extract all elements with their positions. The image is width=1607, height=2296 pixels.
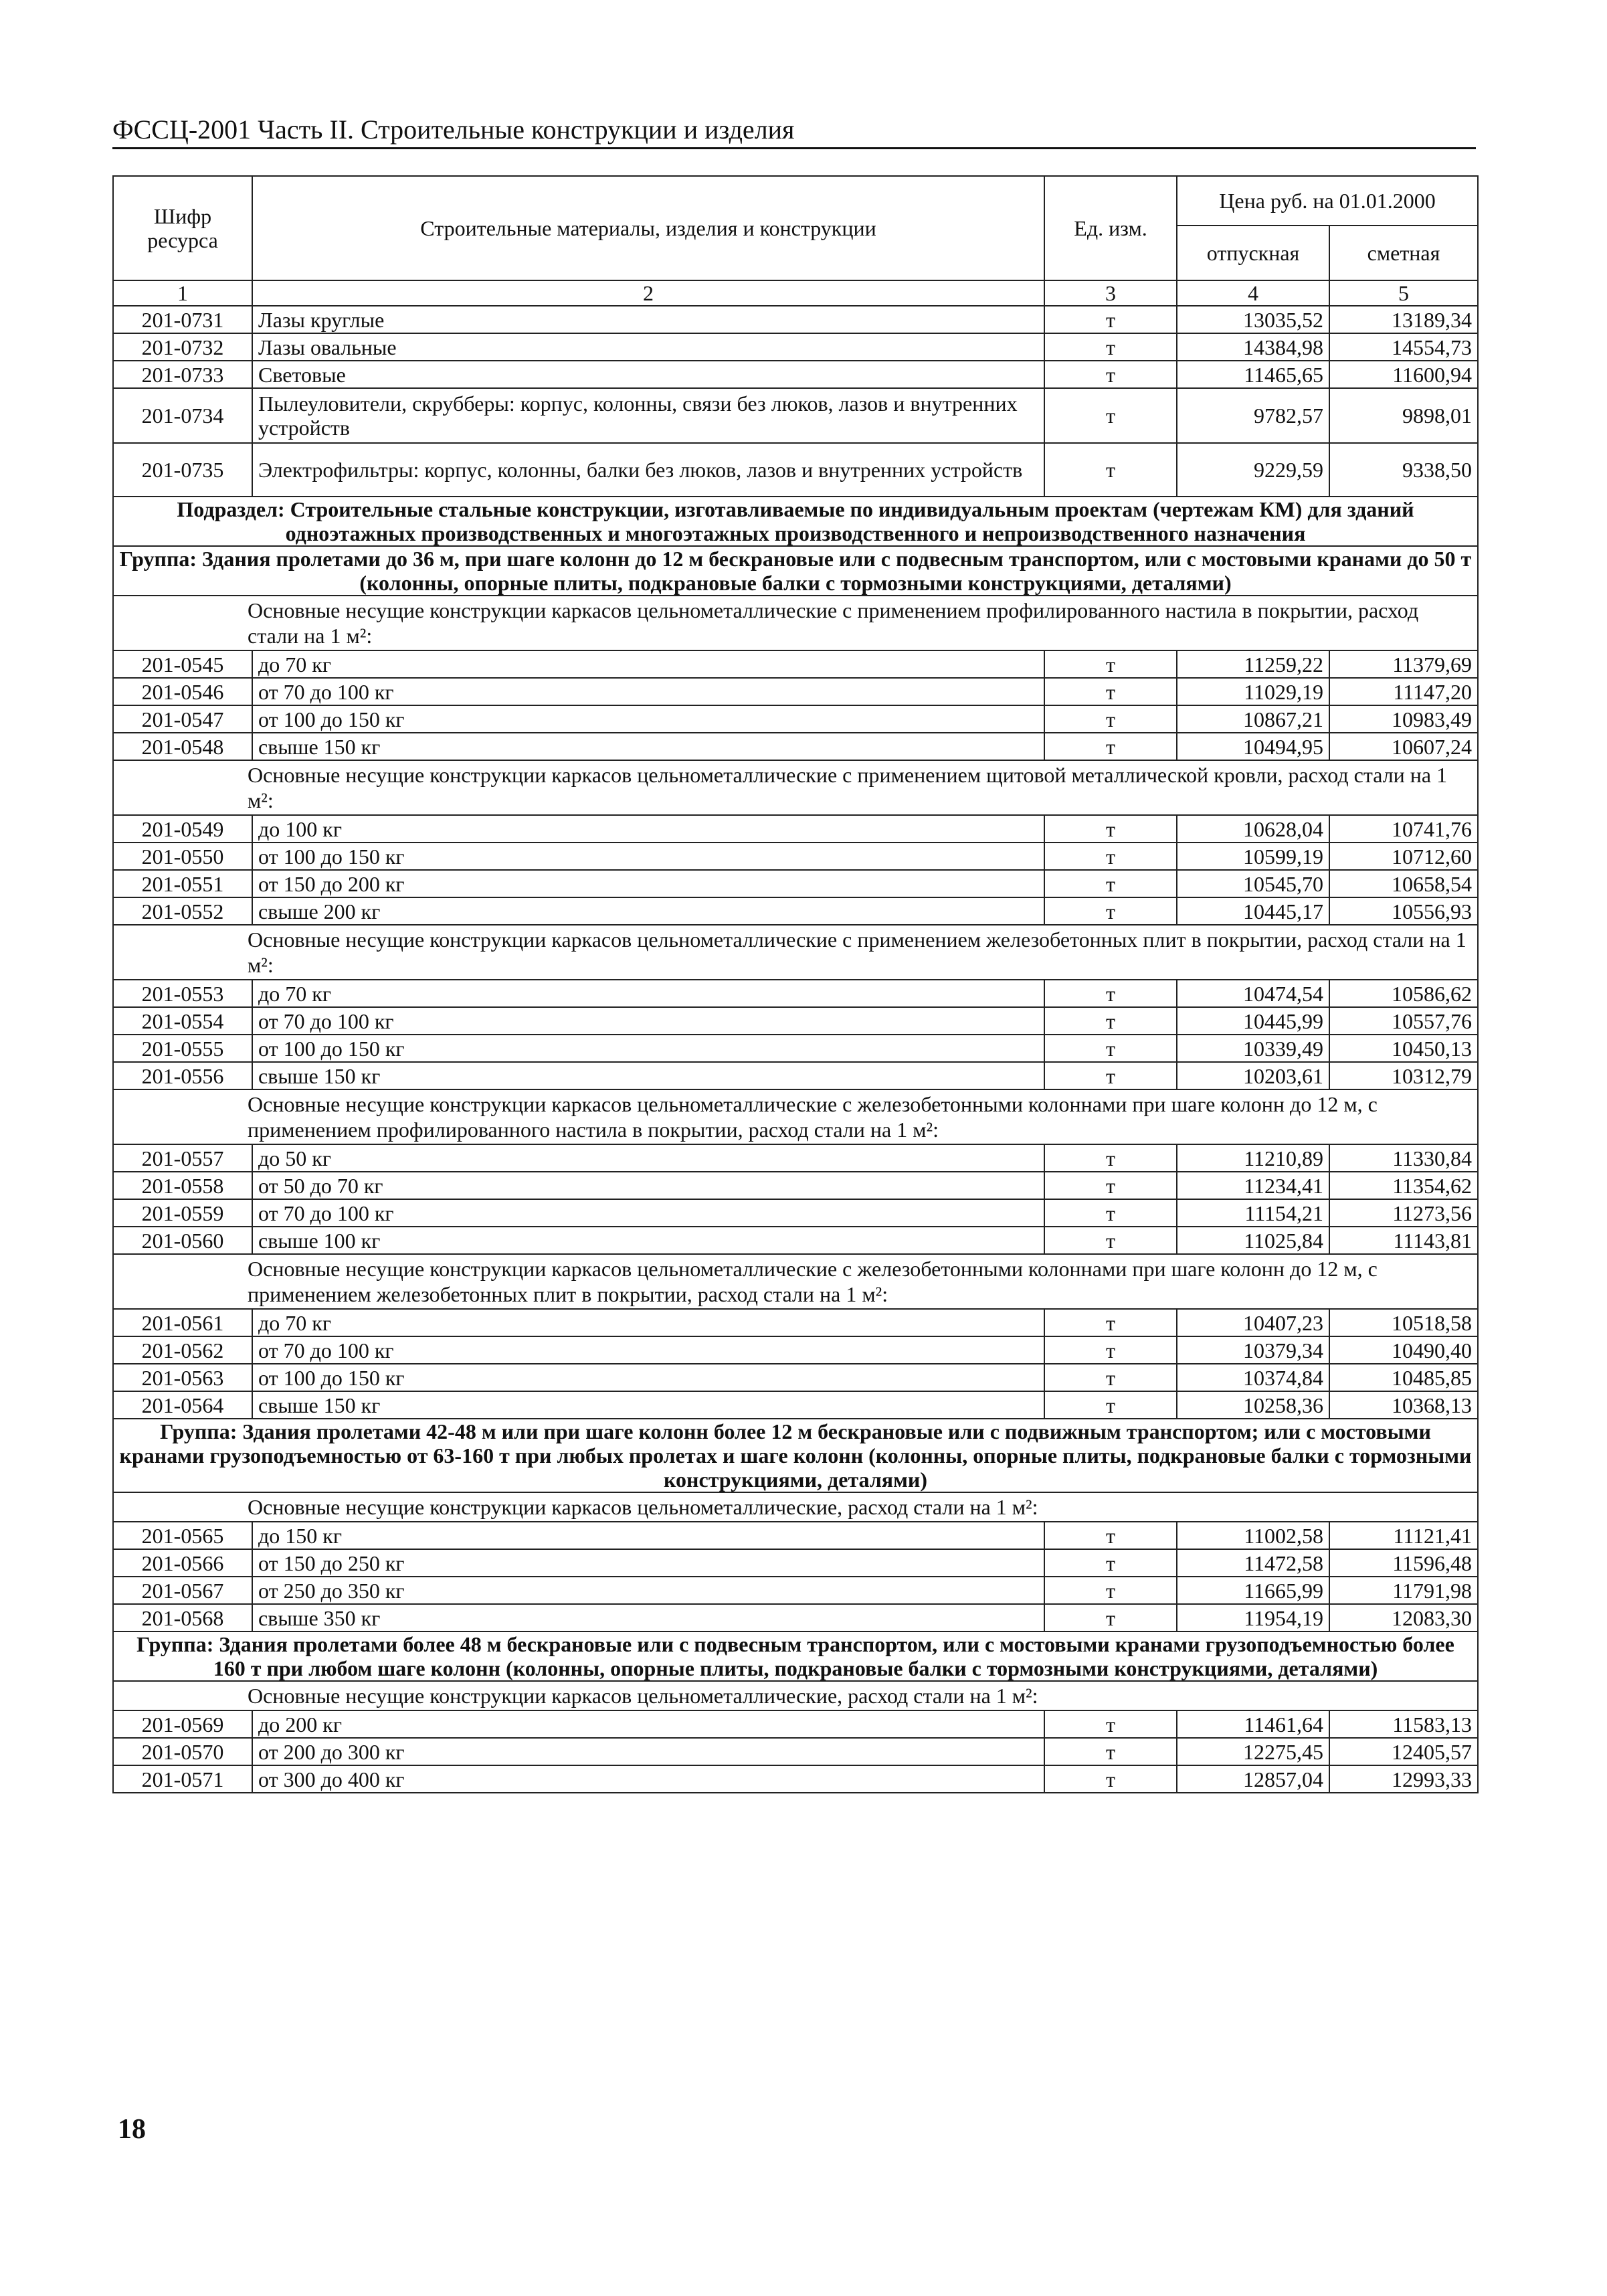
table-row (113, 1364, 1478, 1391)
note-row (113, 596, 1478, 650)
unit: т (1044, 1172, 1177, 1199)
resource-code: 201-0565 (113, 1522, 252, 1549)
block-note: Основные несущие конструкции каркасов цельнометаллические, расход стали на 1 м²: (113, 1681, 1478, 1710)
estimate-price: 13189,34 (1329, 306, 1478, 333)
table-row (113, 650, 1478, 678)
resource-code: 201-0553 (113, 980, 252, 1007)
resource-name: свыше 200 кг (252, 897, 1044, 925)
unit: т (1044, 1336, 1177, 1364)
release-price: 9229,59 (1177, 443, 1329, 497)
estimate-price: 11330,84 (1329, 1144, 1478, 1172)
release-price: 11461,64 (1177, 1710, 1329, 1738)
estimate-price: 10312,79 (1329, 1062, 1478, 1089)
resource-name: от 70 до 100 кг (252, 1199, 1044, 1227)
table-row (113, 361, 1478, 388)
unit: т (1044, 705, 1177, 733)
estimate-price: 12993,33 (1329, 1765, 1478, 1793)
release-price: 11954,19 (1177, 1604, 1329, 1631)
estimate-price: 12083,30 (1329, 1604, 1478, 1631)
resource-name: от 100 до 150 кг (252, 843, 1044, 870)
col-unit-header: Ед. изм. (1044, 176, 1177, 280)
release-price: 10445,17 (1177, 897, 1329, 925)
resource-code: 201-0568 (113, 1604, 252, 1631)
resource-name: свыше 150 кг (252, 733, 1044, 760)
resource-code: 201-0563 (113, 1364, 252, 1391)
unit: т (1044, 678, 1177, 705)
release-price: 11210,89 (1177, 1144, 1329, 1172)
col-release-header: отпускная (1177, 226, 1329, 280)
resource-name: свыше 350 кг (252, 1604, 1044, 1631)
estimate-price: 10518,58 (1329, 1309, 1478, 1336)
resource-code: 201-0571 (113, 1765, 252, 1793)
release-price: 10474,54 (1177, 980, 1329, 1007)
unit: т (1044, 1035, 1177, 1062)
release-price: 12275,45 (1177, 1738, 1329, 1765)
resource-code: 201-0569 (113, 1710, 252, 1738)
resource-name: от 70 до 100 кг (252, 678, 1044, 705)
unit: т (1044, 733, 1177, 760)
estimate-price: 10983,49 (1329, 705, 1478, 733)
column-number-row (113, 280, 1478, 306)
resource-name: до 70 кг (252, 1309, 1044, 1336)
unit: т (1044, 1738, 1177, 1765)
note-row (113, 925, 1478, 980)
resource-name: от 150 до 250 кг (252, 1549, 1044, 1577)
unit: т (1044, 1577, 1177, 1604)
table-row (113, 733, 1478, 760)
estimate-price: 10556,93 (1329, 897, 1478, 925)
table-row (113, 870, 1478, 897)
block-note: Основные несущие конструкции каркасов цельнометаллические с железобетонными колоннами при шаге колонн до 12 м, с применением железобетонных плит в покрытии, расход стали на 1 м²: (113, 1254, 1478, 1309)
resource-code: 201-0732 (113, 333, 252, 361)
unit: т (1044, 388, 1177, 443)
table-row (113, 1062, 1478, 1089)
col-code-header: Шифр ресурса (113, 176, 252, 280)
table-row (113, 843, 1478, 870)
col-name-header: Строительные материалы, изделия и конструкции (252, 176, 1044, 280)
table-row (113, 1549, 1478, 1577)
resource-code: 201-0566 (113, 1549, 252, 1577)
resource-name: от 150 до 200 кг (252, 870, 1044, 897)
table-row (113, 1391, 1478, 1419)
col-number: 5 (1329, 280, 1478, 306)
unit: т (1044, 1604, 1177, 1631)
unit: т (1044, 1227, 1177, 1254)
unit: т (1044, 897, 1177, 925)
resource-code: 201-0570 (113, 1738, 252, 1765)
unit: т (1044, 843, 1177, 870)
col-number: 4 (1177, 280, 1329, 306)
release-price: 12857,04 (1177, 1765, 1329, 1793)
estimate-price: 12405,57 (1329, 1738, 1478, 1765)
release-price: 10339,49 (1177, 1035, 1329, 1062)
resource-name: от 250 до 350 кг (252, 1577, 1044, 1604)
resource-code: 201-0546 (113, 678, 252, 705)
release-price: 11002,58 (1177, 1522, 1329, 1549)
table-row (113, 1199, 1478, 1227)
estimate-price: 10741,76 (1329, 815, 1478, 843)
unit: т (1044, 870, 1177, 897)
table-row (113, 443, 1478, 497)
resource-name: до 100 кг (252, 815, 1044, 843)
resource-name: Пылеуловители, скрубберы: корпус, колонны, связи без люков, лазов и внутренних устройств (252, 388, 1044, 443)
col-estimate-header: сметная (1329, 226, 1478, 280)
resource-code: 201-0549 (113, 815, 252, 843)
resource-code: 201-0548 (113, 733, 252, 760)
estimate-price: 10368,13 (1329, 1391, 1478, 1419)
unit: т (1044, 1144, 1177, 1172)
release-price: 10258,36 (1177, 1391, 1329, 1419)
resource-name: свыше 150 кг (252, 1062, 1044, 1089)
table-row (113, 306, 1478, 333)
unit: т (1044, 1522, 1177, 1549)
unit: т (1044, 815, 1177, 843)
resource-name: от 100 до 150 кг (252, 705, 1044, 733)
release-price: 11259,22 (1177, 650, 1329, 678)
estimate-price: 9338,50 (1329, 443, 1478, 497)
estimate-price: 10712,60 (1329, 843, 1478, 870)
block-note: Основные несущие конструкции каркасов цельнометаллические с применением профилированного настила в покрытии, расход стали на 1 м²: (113, 596, 1478, 650)
block-note: Основные несущие конструкции каркасов цельнометаллические, расход стали на 1 м²: (113, 1492, 1478, 1522)
unit: т (1044, 1391, 1177, 1419)
note-row (113, 1089, 1478, 1144)
estimate-price: 9898,01 (1329, 388, 1478, 443)
resource-code: 201-0552 (113, 897, 252, 925)
resource-name: от 70 до 100 кг (252, 1336, 1044, 1364)
release-price: 10407,23 (1177, 1309, 1329, 1336)
resource-code: 201-0561 (113, 1309, 252, 1336)
estimate-price: 11600,94 (1329, 361, 1478, 388)
resource-name: от 300 до 400 кг (252, 1765, 1044, 1793)
resource-code: 201-0734 (113, 388, 252, 443)
resource-name: свыше 150 кг (252, 1391, 1044, 1419)
page-header: ФССЦ-2001 Часть II. Строительные конструкции и изделия (112, 112, 1476, 149)
subsection-row (113, 497, 1478, 546)
block-note: Основные несущие конструкции каркасов цельнометаллические с применением щитовой металлической кровли, расход стали на 1 м²: (113, 760, 1478, 815)
price-table (112, 175, 1479, 1793)
resource-name: от 100 до 150 кг (252, 1364, 1044, 1391)
unit: т (1044, 980, 1177, 1007)
unit: т (1044, 1710, 1177, 1738)
estimate-price: 11354,62 (1329, 1172, 1478, 1199)
unit: т (1044, 1062, 1177, 1089)
resource-code: 201-0556 (113, 1062, 252, 1089)
table-row (113, 897, 1478, 925)
estimate-price: 14554,73 (1329, 333, 1478, 361)
col-number: 2 (252, 280, 1044, 306)
estimate-price: 10485,85 (1329, 1364, 1478, 1391)
table-row (113, 1227, 1478, 1254)
release-price: 10203,61 (1177, 1062, 1329, 1089)
table-row (113, 1035, 1478, 1062)
estimate-price: 11143,81 (1329, 1227, 1478, 1254)
resource-code: 201-0564 (113, 1391, 252, 1419)
unit: т (1044, 1199, 1177, 1227)
release-price: 10379,34 (1177, 1336, 1329, 1364)
resource-code: 201-0735 (113, 443, 252, 497)
table-row (113, 1522, 1478, 1549)
resource-name: до 200 кг (252, 1710, 1044, 1738)
table-row (113, 1738, 1478, 1765)
unit: т (1044, 443, 1177, 497)
estimate-price: 11791,98 (1329, 1577, 1478, 1604)
table-row (113, 980, 1478, 1007)
resource-code: 201-0559 (113, 1199, 252, 1227)
table-row (113, 1309, 1478, 1336)
note-row (113, 1254, 1478, 1309)
estimate-price: 11596,48 (1329, 1549, 1478, 1577)
resource-code: 201-0557 (113, 1144, 252, 1172)
estimate-price: 10557,76 (1329, 1007, 1478, 1035)
note-row (113, 760, 1478, 815)
release-price: 10867,21 (1177, 705, 1329, 733)
release-price: 10374,84 (1177, 1364, 1329, 1391)
release-price: 11025,84 (1177, 1227, 1329, 1254)
estimate-price: 10607,24 (1329, 733, 1478, 760)
release-price: 10545,70 (1177, 870, 1329, 897)
release-price: 10628,04 (1177, 815, 1329, 843)
resource-code: 201-0733 (113, 361, 252, 388)
estimate-price: 11583,13 (1329, 1710, 1478, 1738)
resource-name: Лазы круглые (252, 306, 1044, 333)
resource-name: Световые (252, 361, 1044, 388)
unit: т (1044, 650, 1177, 678)
resource-code: 201-0547 (113, 705, 252, 733)
table-row (113, 1007, 1478, 1035)
resource-name: до 50 кг (252, 1144, 1044, 1172)
table-row (113, 678, 1478, 705)
resource-code: 201-0567 (113, 1577, 252, 1604)
resource-name: до 70 кг (252, 980, 1044, 1007)
table-header-row (113, 176, 1478, 226)
resource-name: свыше 100 кг (252, 1227, 1044, 1254)
estimate-price: 11121,41 (1329, 1522, 1478, 1549)
release-price: 11154,21 (1177, 1199, 1329, 1227)
resource-name: до 150 кг (252, 1522, 1044, 1549)
col-price-header: Цена руб. на 01.01.2000 (1177, 176, 1478, 226)
table-row (113, 1336, 1478, 1364)
resource-code: 201-0731 (113, 306, 252, 333)
table-row (113, 388, 1478, 443)
estimate-price: 10490,40 (1329, 1336, 1478, 1364)
release-price: 14384,98 (1177, 333, 1329, 361)
release-price: 10445,99 (1177, 1007, 1329, 1035)
unit: т (1044, 333, 1177, 361)
note-row (113, 1492, 1478, 1522)
resource-code: 201-0562 (113, 1336, 252, 1364)
note-row (113, 1681, 1478, 1710)
group-title: Группа: Здания пролетами 42-48 м или при шаге колонн более 12 м бескрановые или с подвижным транспортом; или с мостовыми кранами грузоподъемностью от 63-160 т при любых пролетах и шаге колонн (колонны, опорные плиты, подкрановые балки с тормозными конструкциями, деталями) (113, 1419, 1478, 1492)
estimate-price: 10586,62 (1329, 980, 1478, 1007)
group-row (113, 1419, 1478, 1492)
table-row (113, 1710, 1478, 1738)
table-row (113, 1172, 1478, 1199)
group-row (113, 546, 1478, 596)
resource-name: от 70 до 100 кг (252, 1007, 1044, 1035)
resource-code: 201-0545 (113, 650, 252, 678)
unit: т (1044, 1309, 1177, 1336)
resource-code: 201-0554 (113, 1007, 252, 1035)
release-price: 11029,19 (1177, 678, 1329, 705)
group-title: Группа: Здания пролетами более 48 м бескрановые или с подвесным транспортом, или с мостовыми кранами грузоподъемностью более 160 т при любом шаге колонн (колонны, опорные плиты, подкрановые балки с тормозными конструкциями, деталями) (113, 1631, 1478, 1681)
col-number: 1 (113, 280, 252, 306)
resource-name: до 70 кг (252, 650, 1044, 678)
group-title: Группа: Здания пролетами до 36 м, при шаге колонн до 12 м бескрановые или с подвесным транспортом, или с мостовыми кранами до 50 т (колонны, опорные плиты, подкрановые балки с тормозными конструкциями, деталями) (113, 546, 1478, 596)
resource-name: Лазы овальные (252, 333, 1044, 361)
block-note: Основные несущие конструкции каркасов цельнометаллические с применением железобетонных плит в покрытии, расход стали на 1 м²: (113, 925, 1478, 980)
unit: т (1044, 1364, 1177, 1391)
resource-code: 201-0555 (113, 1035, 252, 1062)
resource-name: от 100 до 150 кг (252, 1035, 1044, 1062)
resource-name: Электрофильтры: корпус, колонны, балки без люков, лазов и внутренних устройств (252, 443, 1044, 497)
table-row (113, 815, 1478, 843)
resource-code: 201-0550 (113, 843, 252, 870)
estimate-price: 10658,54 (1329, 870, 1478, 897)
table-row (113, 1604, 1478, 1631)
resource-code: 201-0551 (113, 870, 252, 897)
release-price: 9782,57 (1177, 388, 1329, 443)
unit: т (1044, 306, 1177, 333)
estimate-price: 11379,69 (1329, 650, 1478, 678)
group-row (113, 1631, 1478, 1681)
release-price: 10599,19 (1177, 843, 1329, 870)
resource-name: от 50 до 70 кг (252, 1172, 1044, 1199)
unit: т (1044, 1549, 1177, 1577)
col-number: 3 (1044, 280, 1177, 306)
table-row (113, 1144, 1478, 1172)
release-price: 13035,52 (1177, 306, 1329, 333)
page-number: 18 (118, 2114, 146, 2145)
estimate-price: 10450,13 (1329, 1035, 1478, 1062)
estimate-price: 11273,56 (1329, 1199, 1478, 1227)
estimate-price: 11147,20 (1329, 678, 1478, 705)
unit: т (1044, 361, 1177, 388)
block-note: Основные несущие конструкции каркасов цельнометаллические с железобетонными колоннами при шаге колонн до 12 м, с применением профилированного настила в покрытии, расход стали на 1 м²: (113, 1089, 1478, 1144)
release-price: 11472,58 (1177, 1549, 1329, 1577)
resource-code: 201-0560 (113, 1227, 252, 1254)
release-price: 11665,99 (1177, 1577, 1329, 1604)
release-price: 11465,65 (1177, 361, 1329, 388)
table-row (113, 1765, 1478, 1793)
release-price: 10494,95 (1177, 733, 1329, 760)
resource-name: от 200 до 300 кг (252, 1738, 1044, 1765)
unit: т (1044, 1765, 1177, 1793)
table-row (113, 1577, 1478, 1604)
subsection-title: Подраздел: Строительные стальные конструкции, изготавливаемые по индивидуальным проектам (чертежам КМ) для зданий одноэтажных производственных и многоэтажных производственного и непроизводственного назначения (113, 497, 1478, 546)
resource-code: 201-0558 (113, 1172, 252, 1199)
release-price: 11234,41 (1177, 1172, 1329, 1199)
unit: т (1044, 1007, 1177, 1035)
table-row (113, 333, 1478, 361)
table-row (113, 705, 1478, 733)
